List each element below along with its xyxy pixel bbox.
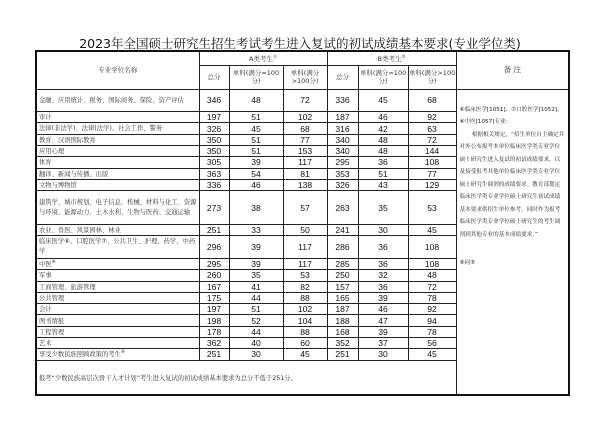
a-total-score: 251 xyxy=(199,225,229,236)
a-single-100-score: 52 xyxy=(229,315,283,326)
b-single-100-score: 36 xyxy=(358,236,408,259)
a-single-100-score: 44 xyxy=(229,326,283,337)
b-total-score: 251 xyxy=(327,349,358,360)
b-single-100-score: 36 xyxy=(358,258,408,269)
b-single-gt100-score: 45 xyxy=(408,349,456,360)
b-single-gt100-score: 108 xyxy=(408,236,456,259)
degree-name: 会计 xyxy=(36,304,199,315)
degree-name: 工商管理、旅游管理 xyxy=(36,281,199,292)
b-single-100-score: 39 xyxy=(358,292,408,303)
a-total-score: 296 xyxy=(199,236,229,259)
degree-name: 金融、应用统计、税务、国际商务、保险、资产评估 xyxy=(36,89,199,112)
a-total-score: 350 xyxy=(199,145,229,156)
a-total-score: 363 xyxy=(199,168,229,179)
b-single-gt100-score: 108 xyxy=(408,157,456,168)
b-single-100-score: 48 xyxy=(358,145,408,156)
b-total-score: 263 xyxy=(327,191,358,225)
note-line: ⑥临床医学[1051]、⑦口腔医学[1052]、⑧中医[1057]专业： xyxy=(459,106,563,125)
header-b-single-gt100: 单科(满分>100分) xyxy=(408,65,456,89)
a-single-gt100-score: 117 xyxy=(283,236,327,259)
a-single-100-score: 51 xyxy=(229,145,283,156)
a-single-gt100-score: 57 xyxy=(283,191,327,225)
a-total-score: 273 xyxy=(199,191,229,225)
degree-name: 教育、汉语国际教育 xyxy=(36,134,199,145)
b-total-score: 168 xyxy=(327,326,358,337)
a-total-score: 346 xyxy=(199,89,229,112)
a-single-100-score: 44 xyxy=(229,292,283,303)
b-single-gt100-score: 72 xyxy=(408,134,456,145)
degree-name: 文物与博物馆 xyxy=(36,179,199,190)
a-single-100-score: 39 xyxy=(229,258,283,269)
a-single-gt100-score: 102 xyxy=(283,112,327,123)
notes-cell xyxy=(456,89,569,395)
a-single-100-score: 51 xyxy=(229,134,283,145)
b-single-gt100-score: 94 xyxy=(408,315,456,326)
a-single-gt100-score: 45 xyxy=(283,349,327,360)
header-name: 专业学位名称 xyxy=(36,51,199,89)
note-line: ⑨同⑤ xyxy=(459,260,476,266)
b-single-gt100-score: 108 xyxy=(408,258,456,269)
b-single-gt100-score: 56 xyxy=(408,338,456,349)
a-total-score: 251 xyxy=(199,349,229,360)
b-total-score: 250 xyxy=(327,270,358,281)
a-total-score: 362 xyxy=(199,338,229,349)
header-a-single-gt100: 单科(满分>100分) xyxy=(283,65,327,89)
a-single-gt100-score: 88 xyxy=(283,326,327,337)
b-single-100-score: 51 xyxy=(358,168,408,179)
a-single-gt100-score: 153 xyxy=(283,145,327,156)
b-single-gt100-score: 68 xyxy=(408,89,456,112)
a-single-100-score: 45 xyxy=(229,123,283,134)
degree-name: 翻译、新闻与传播、出版 xyxy=(36,168,199,179)
b-total-score: 286 xyxy=(327,236,358,259)
a-single-100-score: 41 xyxy=(229,281,283,292)
a-single-100-score: 39 xyxy=(229,157,283,168)
b-single-gt100-score: 129 xyxy=(408,179,456,190)
degree-name: 工程管理 xyxy=(36,326,199,337)
b-single-100-score: 45 xyxy=(358,89,408,112)
b-single-gt100-score: 92 xyxy=(408,304,456,315)
b-single-gt100-score: 48 xyxy=(408,270,456,281)
header-b-total: 总分 xyxy=(327,65,358,89)
b-single-100-score: 46 xyxy=(358,304,408,315)
b-total-score: 187 xyxy=(327,112,358,123)
degree-name: 审计 xyxy=(36,112,199,123)
b-total-score: 187 xyxy=(327,304,358,315)
degree-name: 建筑学、城市规划、电子信息、机械、材料与化工、资源与环境、能源动力、土木水利、生物与医药、交通运输 xyxy=(36,191,199,225)
a-single-gt100-score: 50 xyxy=(283,225,327,236)
b-total-score: 353 xyxy=(327,168,358,179)
a-single-100-score: 30 xyxy=(229,349,283,360)
b-single-gt100-score: 78 xyxy=(408,326,456,337)
a-single-gt100-score: 77 xyxy=(283,134,327,145)
a-single-100-score: 51 xyxy=(229,112,283,123)
a-single-100-score: 33 xyxy=(229,225,283,236)
a-single-100-score: 51 xyxy=(229,304,283,315)
b-single-100-score: 30 xyxy=(358,225,408,236)
b-single-100-score: 46 xyxy=(358,112,408,123)
b-single-gt100-score: 144 xyxy=(408,145,456,156)
table-row xyxy=(36,89,569,112)
degree-name: 图书情报 xyxy=(36,315,199,326)
b-single-100-score: 32 xyxy=(358,270,408,281)
b-single-gt100-score: 78 xyxy=(408,292,456,303)
a-single-gt100-score: 53 xyxy=(283,270,327,281)
header-group-a: A类考生① xyxy=(199,51,327,65)
b-total-score: 352 xyxy=(327,338,358,349)
b-total-score: 188 xyxy=(327,315,358,326)
degree-name: 军事 xyxy=(36,270,199,281)
a-single-gt100-score: 117 xyxy=(283,258,327,269)
a-single-100-score: 35 xyxy=(229,270,283,281)
b-single-gt100-score: 77 xyxy=(408,168,456,179)
b-single-gt100-score: 92 xyxy=(408,112,456,123)
note-line: 根据相关规定，“招生单位自主确定并对外公布报考本单位临床医学类专业学位硕士研究生进入复试的初试成绩要求，以及接受报考其他单位临床医学类专业学位硕士研究生调剂的成绩要求。教育部划定临床医学类专业学位硕士研究生初试成绩基本要求供招生单位参考，同时作为报考临床医学类专业学位硕士研究生的考生调剂到其他专业的基本成绩要求。” xyxy=(459,131,565,238)
degree-name: 中医⑧ xyxy=(36,258,199,269)
a-total-score: 305 xyxy=(199,157,229,168)
a-total-score: 197 xyxy=(199,112,229,123)
a-single-gt100-score: 138 xyxy=(283,179,327,190)
b-total-score: 340 xyxy=(327,145,358,156)
degree-name: 农业、兽医、风景园林、林业 xyxy=(36,225,199,236)
degree-name: 公共管理 xyxy=(36,292,199,303)
score-table xyxy=(35,50,570,396)
a-single-gt100-score: 102 xyxy=(283,304,327,315)
header-a-total: 总分 xyxy=(199,65,229,89)
b-single-gt100-score: 63 xyxy=(408,123,456,134)
a-single-100-score: 40 xyxy=(229,338,283,349)
a-single-gt100-score: 88 xyxy=(283,292,327,303)
a-total-score: 260 xyxy=(199,270,229,281)
b-single-gt100-score: 72 xyxy=(408,281,456,292)
b-total-score: 340 xyxy=(327,134,358,145)
b-total-score: 316 xyxy=(327,123,358,134)
page-title: 2023年全国硕士研究生招生考试考生进入复试的初试成绩基本要求(专业学位类) xyxy=(79,36,521,51)
degree-name: 临床医学⑥、口腔医学⑦、公共卫生、护理、药学、中药学 xyxy=(36,236,199,259)
b-single-100-score: 48 xyxy=(358,134,408,145)
a-total-score: 175 xyxy=(199,292,229,303)
a-total-score: 295 xyxy=(199,258,229,269)
a-single-gt100-score: 82 xyxy=(283,281,327,292)
degree-name: 享受少数民族照顾政策的考生⑨ xyxy=(36,349,199,360)
a-total-score: 167 xyxy=(199,281,229,292)
b-single-100-score: 37 xyxy=(358,338,408,349)
a-total-score: 197 xyxy=(199,304,229,315)
b-single-100-score: 30 xyxy=(358,349,408,360)
a-total-score: 326 xyxy=(199,123,229,134)
degree-name: 法律(非法学)、法律(法学)、社会工作、警务 xyxy=(36,123,199,134)
b-single-100-score: 36 xyxy=(358,157,408,168)
a-single-gt100-score: 68 xyxy=(283,123,327,134)
b-single-100-score: 36 xyxy=(358,281,408,292)
a-single-gt100-score: 72 xyxy=(283,89,327,112)
b-single-100-score: 42 xyxy=(358,123,408,134)
degree-name: 体育 xyxy=(36,157,199,168)
a-single-gt100-score: 104 xyxy=(283,315,327,326)
b-total-score: 336 xyxy=(327,89,358,112)
footnote: 报考“少数民族高层次骨干人才计划”考生进入复试的初试成绩基本要求为总分不低于251分。 xyxy=(36,360,456,395)
b-total-score: 165 xyxy=(327,292,358,303)
header-a-single-100: 单科(满分=100分) xyxy=(229,65,283,89)
a-total-score: 198 xyxy=(199,315,229,326)
b-total-score: 157 xyxy=(327,281,358,292)
header-group-b: B类考生② xyxy=(327,51,456,65)
a-single-100-score: 46 xyxy=(229,179,283,190)
b-total-score: 326 xyxy=(327,179,358,190)
b-single-100-score: 47 xyxy=(358,315,408,326)
degree-name: 艺术 xyxy=(36,338,199,349)
a-single-100-score: 54 xyxy=(229,168,283,179)
header-notes: 备 注 xyxy=(456,51,569,89)
b-total-score: 241 xyxy=(327,225,358,236)
b-total-score: 285 xyxy=(327,258,358,269)
degree-name: 应用心理 xyxy=(36,145,199,156)
b-total-score: 295 xyxy=(327,157,358,168)
a-single-100-score: 38 xyxy=(229,191,283,225)
a-single-gt100-score: 60 xyxy=(283,338,327,349)
a-single-100-score: 48 xyxy=(229,89,283,112)
b-single-100-score: 43 xyxy=(358,179,408,190)
a-single-100-score: 39 xyxy=(229,236,283,259)
b-single-gt100-score: 45 xyxy=(408,225,456,236)
a-single-gt100-score: 117 xyxy=(283,157,327,168)
b-single-gt100-score: 53 xyxy=(408,191,456,225)
header-b-single-100: 单科(满分=100分) xyxy=(358,65,408,89)
b-single-100-score: 39 xyxy=(358,326,408,337)
b-single-100-score: 35 xyxy=(358,191,408,225)
a-total-score: 336 xyxy=(199,179,229,190)
a-total-score: 350 xyxy=(199,134,229,145)
a-total-score: 178 xyxy=(199,326,229,337)
a-single-gt100-score: 81 xyxy=(283,168,327,179)
